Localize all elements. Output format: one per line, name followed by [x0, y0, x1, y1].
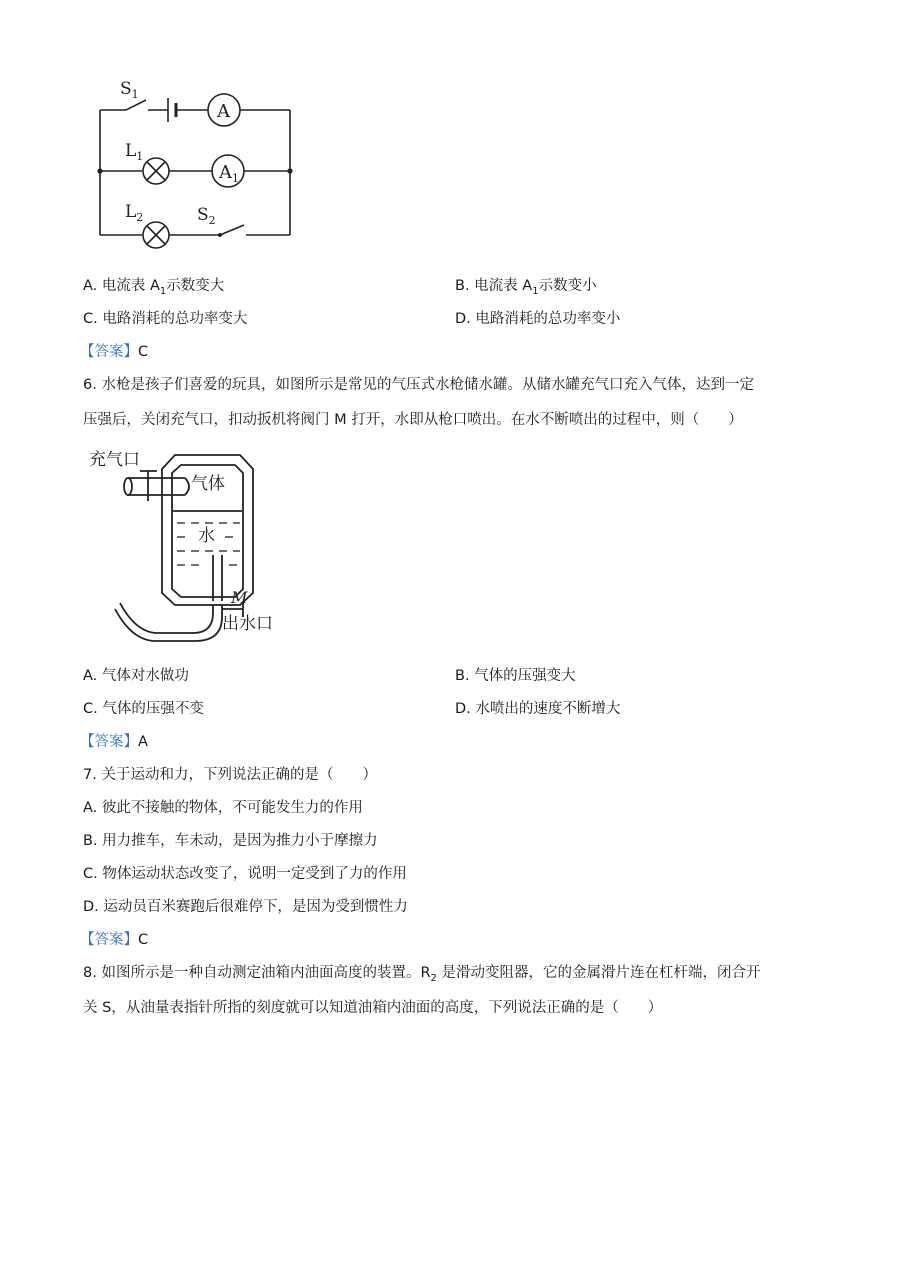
switch-s2-label: $S_2$ — [197, 205, 216, 227]
q7-stem: 7. 关于运动和力，下列说法正确的是（ ） — [83, 767, 377, 783]
q5-option-a: A. 电流表 $A_1$示数变大 — [83, 278, 225, 297]
q6-option-d: D. 水喷出的速度不断增大 — [455, 701, 621, 717]
q6-option-a: A. 气体对水做功 — [83, 668, 189, 684]
q6-option-c: C. 气体的压强不变 — [83, 701, 204, 717]
q7-option-d: D. 运动员百米赛跑后很难停下，是因为受到惯性力 — [83, 899, 408, 915]
gas-label: 气体 — [191, 474, 225, 494]
switch-s1-label: $S_1$ — [120, 79, 139, 101]
lamp-l2-label: $L_2$ — [125, 202, 144, 224]
q7-option-a: A. 彼此不接触的物体，不可能发生力的作用 — [83, 800, 363, 816]
q5-option-b: B. 电流表 $A_1$示数变小 — [455, 278, 597, 297]
inlet-label: 充气口 — [89, 450, 140, 470]
q6-option-b: B. 气体的压强变大 — [455, 668, 576, 684]
q8-stem-line2: 关 S，从油量表指针所指的刻度就可以知道油箱内油面的高度，下列说法正确的是（ ） — [83, 1000, 663, 1016]
q7-answer: 【答案】C — [80, 932, 149, 948]
q6-answer: 【答案】A — [80, 734, 148, 750]
circuit-diagram — [90, 70, 305, 255]
q7-option-b: B. 用力推车，车未动，是因为推力小于摩擦力 — [83, 833, 378, 849]
ammeter-a1-label: $A_1$ — [219, 162, 239, 185]
outlet-label: 出水口 — [222, 614, 273, 634]
water-gun-tank-diagram — [85, 443, 300, 653]
q6-stem-line1: 6. 水枪是孩子们喜爱的玩具，如图所示是常见的气压式水枪储水罐。从储水罐充气口充入气体，达到一定 — [83, 377, 754, 393]
q5-option-d: D. 电路消耗的总功率变小 — [455, 311, 621, 327]
q8-stem-line1: 8. 如图所示是一种自动测定油箱内油面高度的装置。$R_2$ 是滑动变阻器，它的金属滑片连在杠杆端，闭合开 — [83, 965, 761, 984]
q7-option-c: C. 物体运动状态改变了，说明一定受到了力的作用 — [83, 866, 407, 882]
lamp-l1-label: $L_1$ — [125, 141, 144, 163]
ammeter-label: A — [217, 101, 230, 122]
q5-answer: 【答案】C — [80, 344, 149, 360]
water-label: 水 — [198, 526, 215, 546]
q5-option-c: C. 电路消耗的总功率变大 — [83, 311, 248, 327]
q6-stem-line2: 压强后，关闭充气口，扣动扳机将阀门 M 打开，水即从枪口喷出。在水不断喷出的过程中，则（ ） — [83, 412, 743, 428]
valve-m-label: M — [231, 588, 248, 607]
